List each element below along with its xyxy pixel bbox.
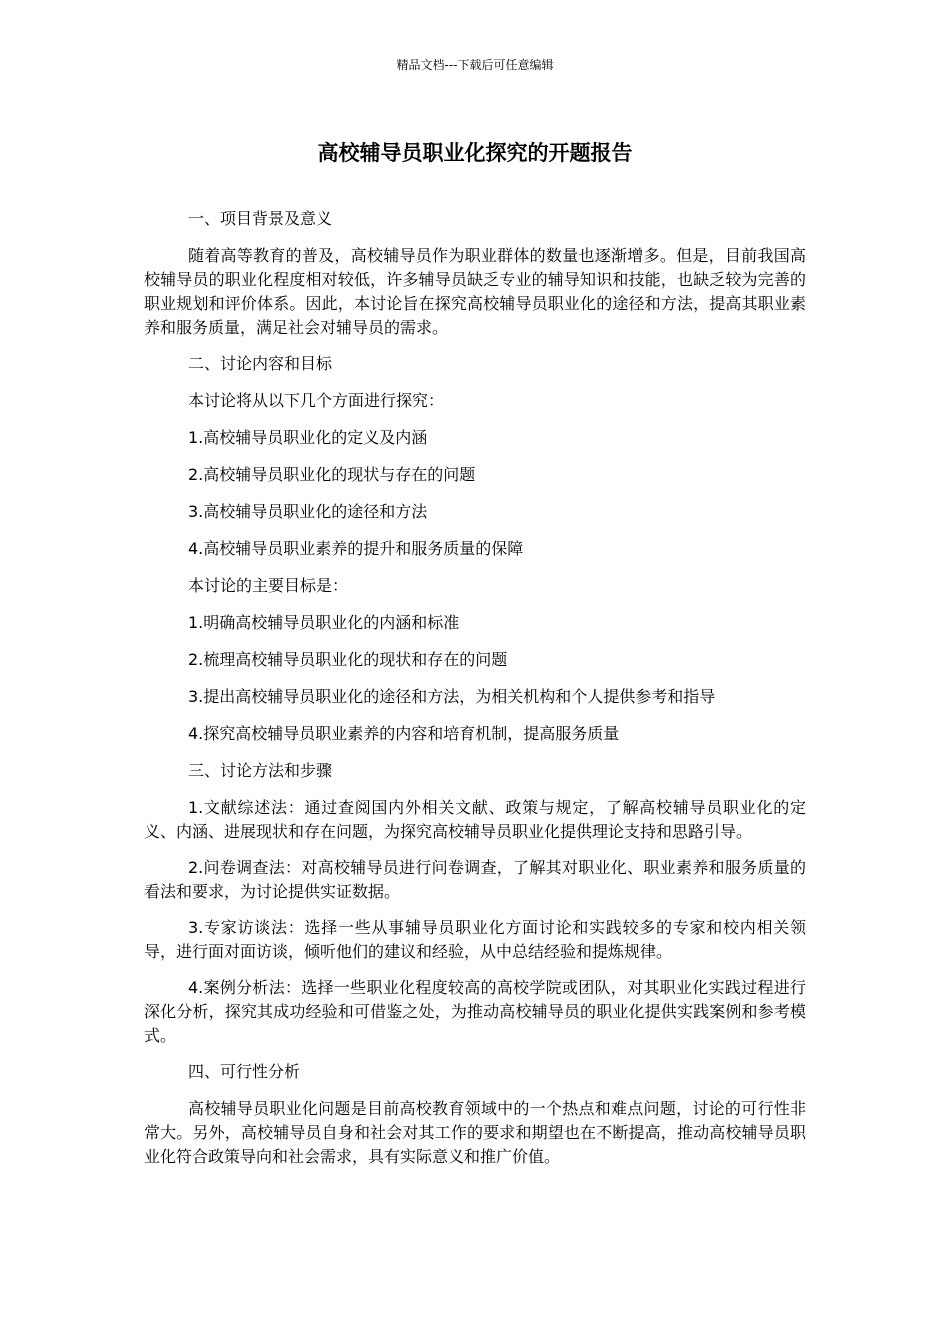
- background-paragraph: 随着高等教育的普及，高校辅导员作为职业群体的数量也逐渐增多。但是，目前我国高校辅导员的职业化程度相对较低，许多辅导员缺乏专业的辅导知识和技能，也缺乏较为完善的职业规划和评价体系。因此，本讨论旨在探究高校辅导员职业化的途径和方法，提高其职业素养和服务质量，满足社会对辅导员的需求。: [144, 246, 806, 337]
- goal-list-item: 3.提出高校辅导员职业化的途径和方法，为相关机构和个人提供参考和指导: [188, 687, 716, 706]
- document-title: 高校辅导员职业化探究的开题报告: [317, 141, 633, 165]
- content-list-item: 4.高校辅导员职业素养的提升和服务质量的保障: [188, 539, 524, 558]
- content-list-item: 2.高校辅导员职业化的现状与存在的问题: [188, 465, 476, 484]
- page-header: 精品文档---下载后可任意编辑: [396, 58, 554, 72]
- goal-list-item: 2.梳理高校辅导员职业化的现状和存在的问题: [188, 650, 508, 669]
- goal-list-item: 4.探究高校辅导员职业素养的内容和培育机制，提高服务质量: [188, 724, 620, 743]
- feasibility-paragraph: 高校辅导员职业化问题是目前高校教育领域中的一个热点和难点问题，讨论的可行性非常大。另外，高校辅导员自身和社会对其工作的要求和期望也在不断提高，推动高校辅导员职业化符合政策导向和社会需求，具有实际意义和推广价值。: [144, 1099, 806, 1166]
- section-heading-feasibility: 四、可行性分析: [188, 1062, 301, 1081]
- method-paragraph: 3.专家访谈法：选择一些从事辅导员职业化方面讨论和实践较多的专家和校内相关领导，进行面对面访谈，倾听他们的建议和经验，从中总结经验和提炼规律。: [144, 918, 806, 961]
- section-heading-content-goals: 二、讨论内容和目标: [188, 354, 333, 373]
- content-intro: 本讨论将从以下几个方面进行探究：: [188, 391, 445, 410]
- section-heading-background: 一、项目背景及意义: [188, 209, 333, 228]
- content-list-item: 3.高校辅导员职业化的途径和方法: [188, 502, 428, 521]
- goals-intro: 本讨论的主要目标是：: [188, 576, 349, 595]
- method-paragraph: 2.问卷调查法：对高校辅导员进行问卷调查，了解其对职业化、职业素养和服务质量的看法和要求，为讨论提供实证数据。: [144, 858, 806, 901]
- goal-list-item: 1.明确高校辅导员职业化的内涵和标准: [188, 613, 460, 632]
- method-paragraph: 1.文献综述法：通过查阅国内外相关文献、政策与规定，了解高校辅导员职业化的定义、内涵、进展现状和存在问题，为探究高校辅导员职业化提供理论支持和思路引导。: [144, 798, 806, 841]
- method-paragraph: 4.案例分析法：选择一些职业化程度较高的高校学院或团队，对其职业化实践过程进行深化分析，探究其成功经验和可借鉴之处，为推动高校辅导员的职业化提供实践案例和参考模式。: [144, 978, 806, 1045]
- content-list-item: 1.高校辅导员职业化的定义及内涵: [188, 428, 428, 447]
- section-heading-methods: 三、讨论方法和步骤: [188, 761, 333, 780]
- document-body: [144, 207, 806, 1181]
